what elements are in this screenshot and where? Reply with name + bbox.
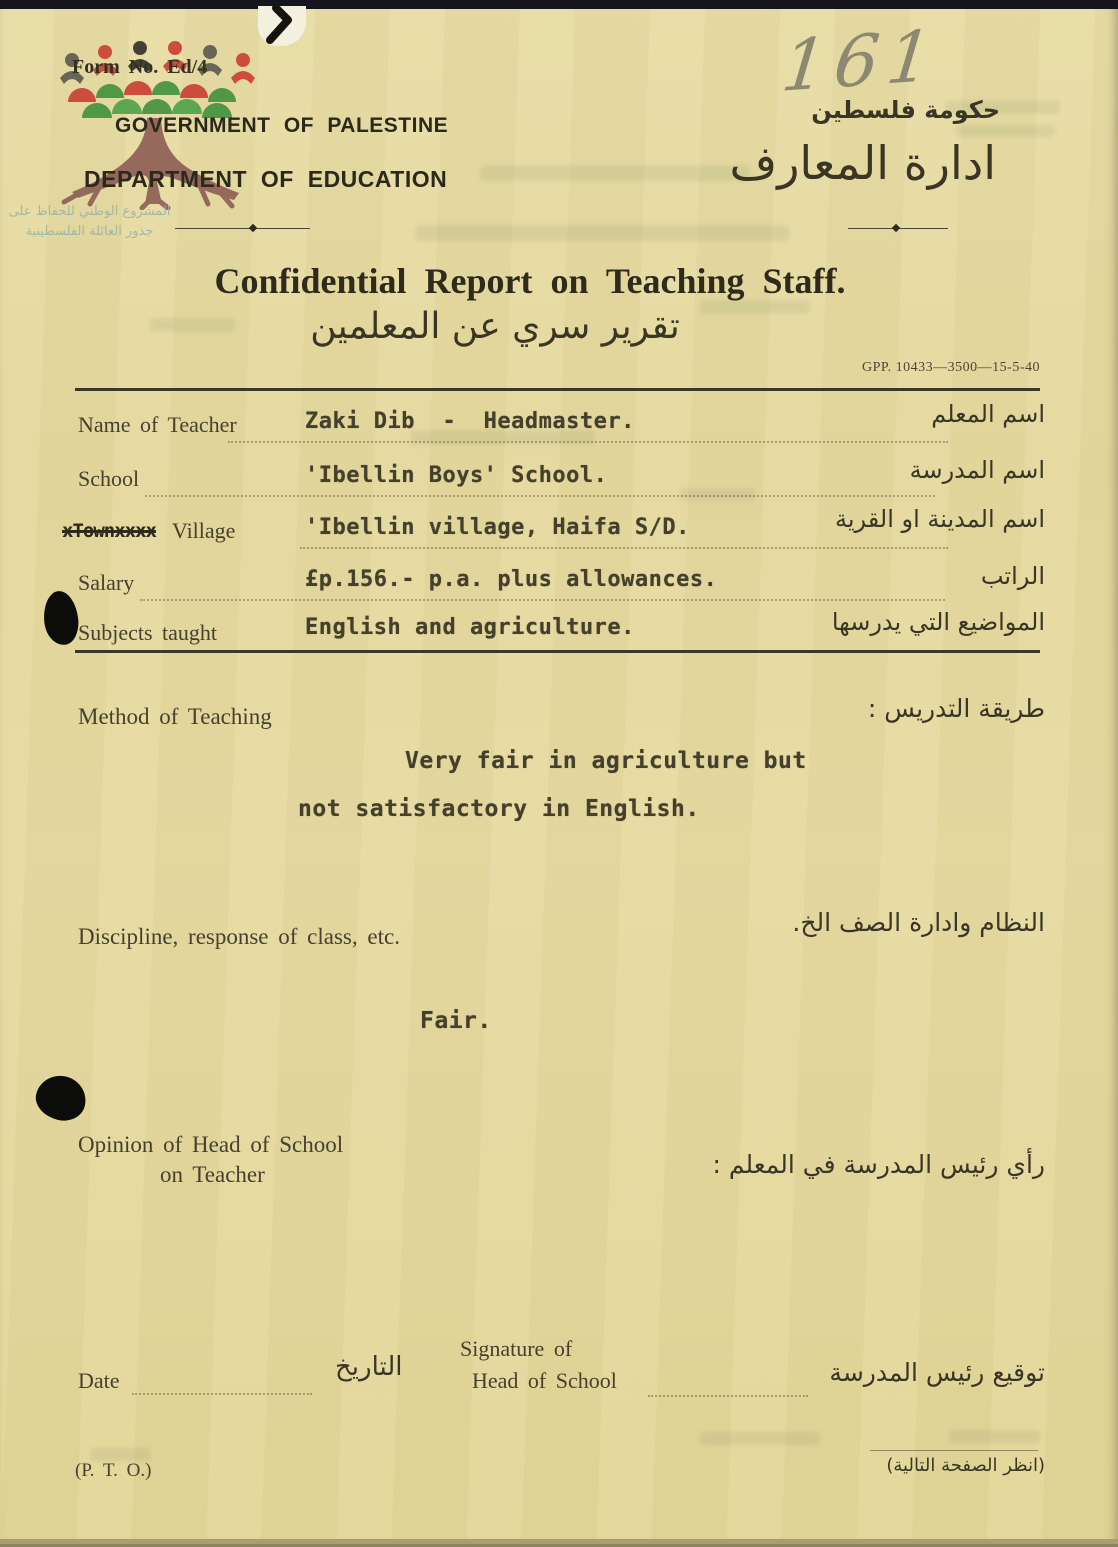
date-label-arabic: التاريخ [335, 1352, 403, 1382]
opinion-label-line2: on Teacher [160, 1162, 265, 1187]
watermark-caption [2, 202, 177, 242]
method-label: Method of Teaching [78, 704, 272, 729]
form-number: Form No. Ed/4 [72, 56, 208, 78]
discipline-comment: Fair. [420, 1008, 492, 1034]
document-title: Confidential Report on Teaching Staff. [214, 261, 846, 301]
watermark-line2: جذور العائلة الفلسطينية [25, 224, 154, 240]
date-line [132, 1392, 312, 1395]
bleedthrough-smudge [700, 1432, 820, 1445]
hole-punch-mark [41, 589, 80, 646]
document-title-arabic: تقرير سري عن المعلمين [310, 306, 680, 347]
field-value-village: 'Ibellin village, Haifa S/D. [305, 515, 690, 540]
discipline-label-arabic: النظام وادارة الصف الخ. [792, 908, 1045, 937]
hole-punch-mark [31, 1071, 90, 1126]
see-next-page-arabic: (انظر الصفحة التالية) [886, 1455, 1045, 1476]
bleedthrough-smudge [415, 225, 790, 241]
bleedthrough-smudge [480, 165, 750, 181]
discipline-label: Discipline, response of class, etc. [78, 924, 400, 949]
method-comment-line1: Very fair in agriculture but [405, 748, 807, 774]
department-title-arabic: ادارة المعارف [729, 136, 996, 190]
field-label-salary: Salary [78, 570, 135, 595]
pto-note: (P. T. O.) [75, 1460, 152, 1481]
field-label-village-arabic: اسم المدينة او القرية [834, 505, 1045, 533]
date-label: Date [78, 1368, 120, 1393]
field-dotted-line [145, 494, 935, 497]
opinion-label-arabic: رأي رئيس المدرسة في المعلم : [712, 1150, 1045, 1179]
field-label-subjects: Subjects taught [78, 620, 218, 645]
field-label-name: Name of Teacher [78, 412, 237, 437]
print-code: GPP. 10433—3500—15-5-40 [862, 360, 1040, 375]
scan-bottom-edge [0, 1539, 1118, 1547]
divider-right-dot [892, 224, 900, 232]
field-value-name: Zaki Dib - Headmaster. [305, 409, 635, 434]
method-comment-line2: not satisfactory in English. [298, 796, 700, 822]
signature-label-line2: Head of School [472, 1368, 617, 1393]
divider-left-dot [249, 224, 257, 232]
field-value-subjects: English and agriculture. [305, 615, 635, 640]
government-title: GOVERNMENT OF PALESTINE [115, 114, 449, 137]
field-label-school: School [78, 466, 140, 491]
divider-left [175, 228, 310, 229]
opinion-label-line1: Opinion of Head of School [78, 1132, 344, 1157]
field-dotted-line [140, 598, 945, 601]
signature-label-arabic: توقيع رئيس المدرسة [829, 1358, 1045, 1387]
scan-top-edge [0, 0, 1118, 9]
field-value-school: 'Ibellin Boys' School. [305, 463, 608, 488]
signature-line [648, 1394, 808, 1397]
field-value-salary: £p.156.- p.a. plus allowances. [305, 567, 718, 592]
bleedthrough-smudge [700, 300, 810, 314]
signature-label-line1: Signature of [460, 1336, 573, 1361]
field-label-town-struck: xTownxxxx [62, 520, 156, 542]
method-label-arabic: طريقة التدريس : [867, 694, 1045, 723]
watermark-line1: المشروع الوطني للحفاظ على [8, 204, 171, 219]
see-next-overline [870, 1450, 1038, 1451]
field-label-name-arabic: اسم المعلم [931, 400, 1045, 428]
field-dotted-line [300, 546, 948, 549]
field-label-salary-arabic: الراتب [980, 562, 1045, 590]
field-label-school-arabic: اسم المدرسة [909, 456, 1045, 484]
field-label-subjects-arabic: المواضيع التي يدرسها [831, 608, 1045, 636]
handwritten-page-number: 161 [777, 14, 944, 108]
field-dotted-line [228, 440, 948, 443]
field-label-village: Village [172, 518, 236, 543]
department-title: DEPARTMENT OF EDUCATION [84, 166, 448, 192]
section-rule-bottom [75, 650, 1040, 653]
section-rule-top [75, 388, 1040, 391]
government-title-arabic: حكومة فلسطين [811, 96, 1000, 124]
bleedthrough-smudge [950, 1430, 1040, 1443]
bleedthrough-smudge [150, 318, 235, 332]
